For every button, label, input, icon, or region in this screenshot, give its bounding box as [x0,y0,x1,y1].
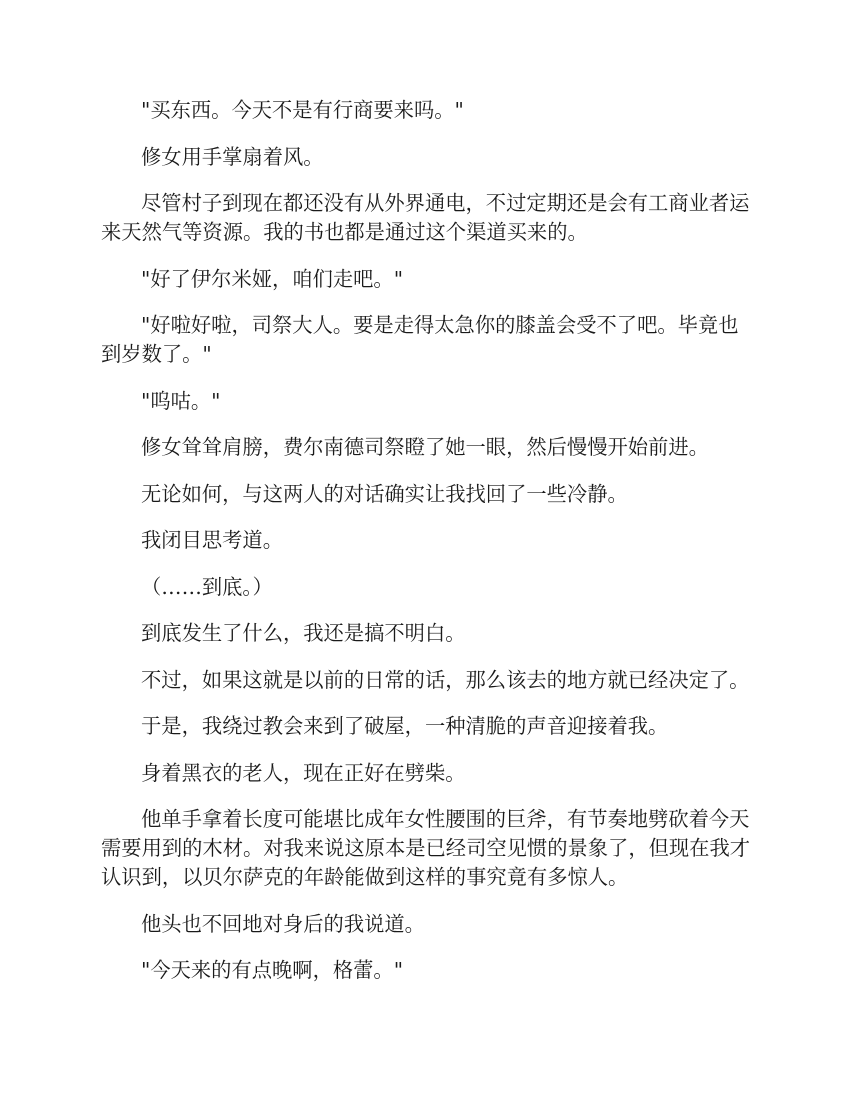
paragraph: 不过，如果这就是以前的日常的话，那么该去的地方就已经决定了。 [141,667,750,692]
paragraph: （……到底。） [141,574,273,599]
paragraph: 到底发生了什么，我还是搞不明白。 [141,621,466,645]
paragraph: "买东西。今天不是有行商要来吗。" [141,98,464,122]
paragraph: 修女耸耸肩膀，费尔南德司祭瞪了她一眼，然后慢慢开始前进。 [141,435,709,459]
paragraph: "好啦好啦，司祭大人。要是走得太急你的膝盖会受不了吧。毕竟也到岁数了。" [101,313,739,366]
paragraph: 修女用手掌扇着风。 [141,144,324,169]
paragraph: 于是，我绕过教会来到了破屋，一种清脆的声音迎接着我。 [141,714,669,738]
paragraph: 无论如何，与这两人的对话确实让我找回了一些冷静。 [141,481,628,506]
paragraph: "呜咕。" [141,388,221,413]
document-body [101,96,751,1003]
paragraph: 身着黑衣的老人，现在正好在劈柴。 [141,760,466,785]
paragraph: 他单手拿着长度可能堪比成年女性腰围的巨斧，有节奏地劈砍着今天需要用到的木材。对我来说这原本是已经司空见惯的景象了，但现在我才认识到，以贝尔萨克的年龄能做到这样的事究竟有多惊人。 [101,807,751,889]
paragraph: 我闭目思考道。 [141,528,283,552]
paragraph: "今天来的有点晚啊，格蕾。" [141,958,404,982]
paragraph: 他头也不回地对身后的我说道。 [141,911,425,936]
paragraph: 尽管村子到现在都还没有从外界通电，不过定期还是会有工商业者运来天然气等资源。我的书也都是通过这个渠道买来的。 [101,191,750,244]
paragraph: "好了伊尔米娅，咱们走吧。" [141,266,404,291]
